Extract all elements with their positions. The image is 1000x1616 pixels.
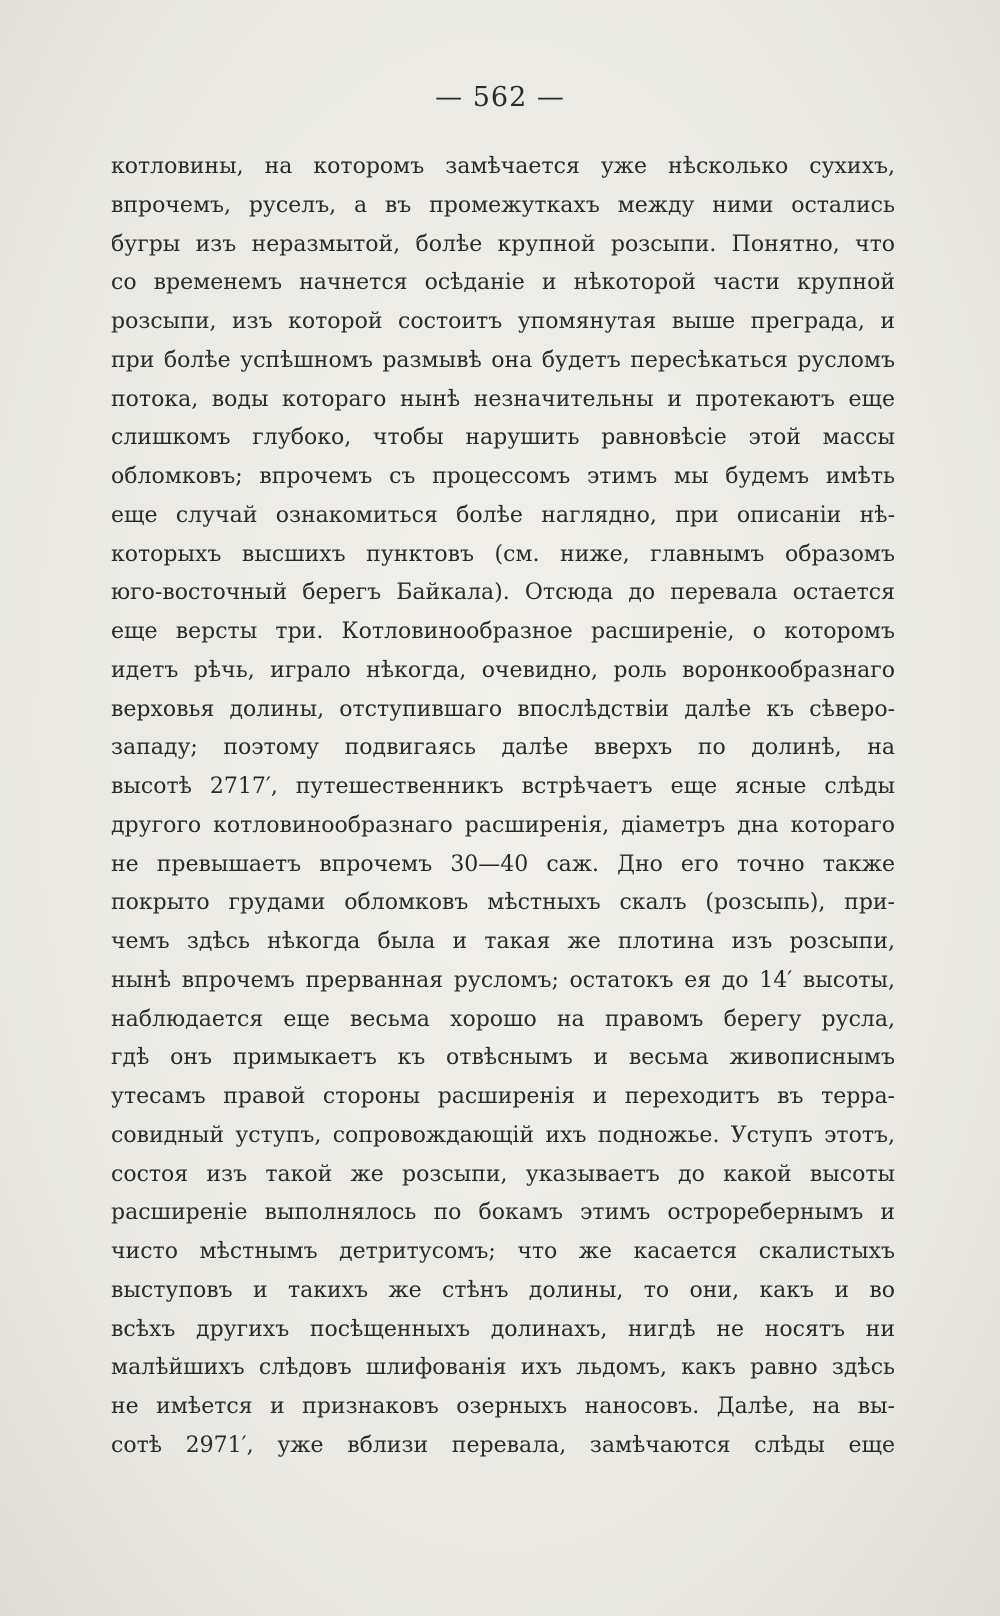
text-line: наблюдается еще весьма хорошо на правомъ берегу русла, bbox=[111, 1006, 895, 1032]
text-line: не имѣется и признаковъ озерныхъ наносовъ. Далѣе, на вы- bbox=[111, 1394, 895, 1419]
text-line: западу; поэтому подвигаясь далѣе вверхъ по долинѣ, на bbox=[111, 735, 895, 761]
text-line: покрыто грудами обломковъ мѣстныхъ скалъ (розсыпь), при- bbox=[111, 890, 895, 916]
text-line: бугры изъ неразмытой, болѣе крупной розсыпи. Понятно, что bbox=[111, 231, 895, 257]
text-line: со временемъ начнется осѣданіе и нѣкоторой части крупной bbox=[111, 270, 895, 296]
text-line: расширеніе выполнялось по бокамъ этимъ остроребернымъ и bbox=[111, 1200, 895, 1226]
text-line: малѣйшихъ слѣдовъ шлифованія ихъ льдомъ, какъ равно здѣсь bbox=[111, 1355, 895, 1381]
text-line: при болѣе успѣшномъ размывѣ она будетъ пересѣкаться русломъ bbox=[111, 347, 895, 373]
text-line: слишкомъ глубоко, чтобы нарушить равновѣсіе этой массы bbox=[111, 425, 895, 451]
text-line: состоя изъ такой же розсыпи, указываетъ до какой высоты bbox=[111, 1161, 895, 1187]
text-line: утесамъ правой стороны расширенія и переходитъ въ терра- bbox=[111, 1084, 895, 1109]
text-line: верховья долины, отступившаго впослѣдствіи далѣе къ сѣверо- bbox=[111, 696, 895, 722]
text-line: нынѣ впрочемъ прерванная русломъ; остатокъ ея до 14′ высоты, bbox=[111, 967, 895, 993]
text-line: другого котловинообразнаго расширенія, діаметръ дна котораго bbox=[111, 812, 895, 838]
text-line: сотѣ 2971′, уже вблизи перевала, замѣчаются слѣды еще bbox=[111, 1432, 895, 1458]
text-line: высотѣ 2717′, путешественникъ встрѣчаетъ еще ясные слѣды bbox=[111, 774, 895, 799]
text-line: чисто мѣстнымъ детритусомъ; что же касается скалистыхъ bbox=[111, 1239, 895, 1264]
page-number: — 562 — bbox=[435, 82, 565, 113]
text-line: чемъ здѣсь нѣкогда была и такая же плотина изъ розсыпи, bbox=[111, 929, 895, 954]
text-line: впрочемъ, руселъ, а въ промежуткахъ между ними остались bbox=[111, 192, 895, 218]
text-line: розсыпи, изъ которой состоитъ упомянутая выше преграда, и bbox=[111, 309, 895, 334]
text-line: еще случай ознакомиться болѣе наглядно, при описаніи нѣ- bbox=[111, 502, 895, 528]
text-line: выступовъ и такихъ же стѣнъ долины, то они, какъ и во bbox=[111, 1277, 895, 1303]
text-line: потока, воды котораго нынѣ незначительны и протекаютъ еще bbox=[111, 386, 895, 412]
text-line: котловины, на которомъ замѣчается уже нѣсколько сухихъ, bbox=[111, 154, 895, 179]
text-line: не превышаетъ впрочемъ 30—40 саж. Дно его точно также bbox=[111, 851, 895, 877]
text-line: совидный уступъ, сопровождающій ихъ подножье. Уступъ этотъ, bbox=[111, 1122, 895, 1148]
text-line: обломковъ; впрочемъ съ процессомъ этимъ мы будемъ имѣть bbox=[111, 464, 895, 489]
text-line: гдѣ онъ примыкаетъ къ отвѣснымъ и весьма живописнымъ bbox=[111, 1045, 895, 1071]
text-line: еще версты три. Котловинообразное расширеніе, о которомъ bbox=[111, 619, 895, 644]
text-line: идетъ рѣчь, играло нѣкогда, очевидно, роль воронкообразнаго bbox=[111, 657, 895, 683]
text-line: которыхъ высшихъ пунктовъ (см. ниже, главнымъ образомъ bbox=[111, 541, 895, 567]
body-text bbox=[111, 148, 895, 1466]
text-line: юго-восточный берегъ Байкала). Отсюда до перевала остается bbox=[111, 580, 895, 606]
text-line: всѣхъ другихъ посѣщенныхъ долинахъ, нигдѣ не носятъ ни bbox=[111, 1316, 895, 1342]
